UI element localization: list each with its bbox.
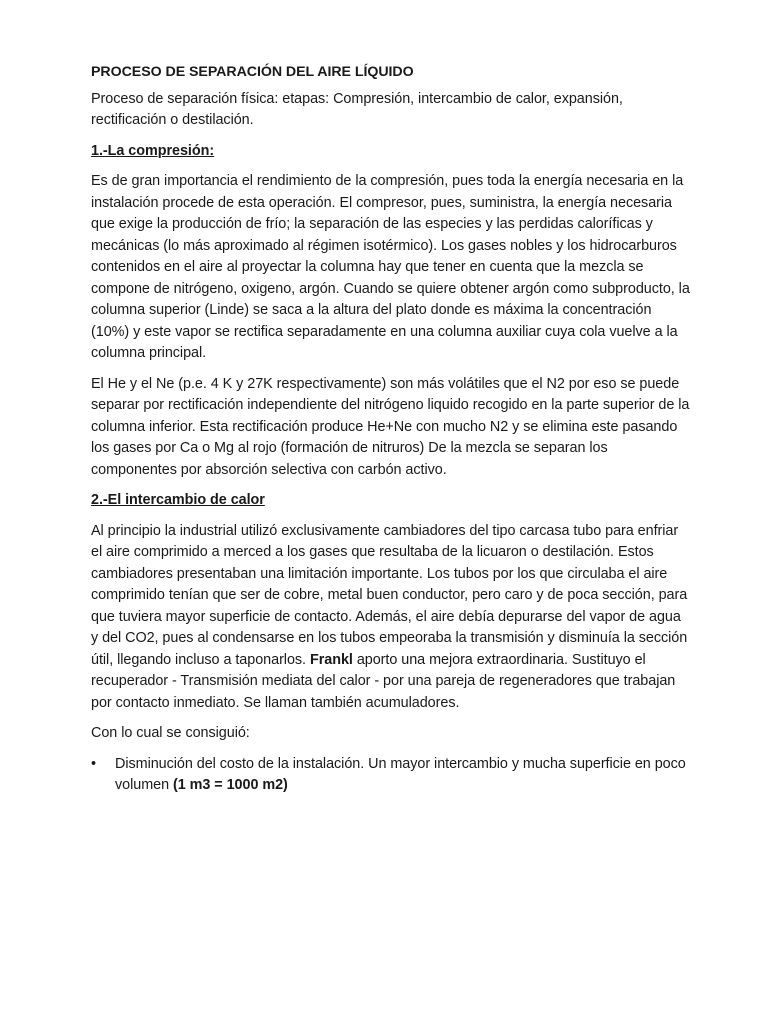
document-title: PROCESO DE SEPARACIÓN DEL AIRE LÍQUIDO [91, 64, 414, 80]
list-item [91, 754, 691, 797]
section-1-paragraph-1: Es de gran importancia el rendimiento de la compresión, pues toda la energía necesaria en la instalación procede de esta operación. El compresor, pues, suministra, la energía necesaria que exige la producción de frío; la separación de las especies y las perdidas caloríficas y mecánicas (lo más aproximado al régimen isotérmico). Los gases nobles y los hidrocarburos contenidos en el aire al proyectar la columna hay que tener en cuenta que la mezcla se compone de nitrógeno, oxigeno, argón. Cuando se quiere obtener argón como subproducto, la columna superior (Linde) se saca a la altura del plato donde es máxima la concentración (10%) y este vapor se rectifica separadamente en una columna auxiliar cuya cola vuelve a la columna principal. [91, 173, 690, 361]
bullet-list [91, 754, 691, 797]
list-item-text: Disminución del costo de la instalación. Un mayor intercambio y mucha superficie en poco volumen [115, 755, 686, 793]
bold-name: Frankl [309, 651, 353, 668]
document-page [91, 62, 691, 797]
paragraph-text: Al principio la industrial utilizó exclusivamente cambiadores del tipo carcasa tubo para enfriar el aire comprimido a merced a los gases que resultaba de la licuaron o destilación. Estos cambiadores presentaban una limitación importante. Los tubos por los que circulaba el aire comprimido tenían que ser de cobre, metal buen conductor, pero caro y de poca sección, para que tuviera mayor superficie de contacto. Además, el aire debía depurarse del vapor de agua y del CO2, pues al condensarse en los tubos empeoraba la transmisión y disminuía la sección útil, llegando incluso a taponarlos. [91, 522, 688, 668]
section-2-paragraph-2: Con lo cual se consiguió: [91, 725, 250, 741]
paragraph-text: aporto una mejora extraordinaria. Sustituyo el recuperador - Transmisión mediata del calor - por una pareja de regeneradores que trabajan por contacto inmediato. Se llaman también acumuladores. [91, 651, 676, 711]
intro-paragraph: Proceso de separación física: etapas: Compresión, intercambio de calor, expansión, rectificación o destilación. [91, 90, 623, 128]
bullet-icon: • [91, 755, 96, 772]
list-item-bold: (1 m3 = 1000 m2) [173, 777, 288, 793]
section-1-heading: 1.-La compresión: [91, 142, 215, 159]
section-2-heading: 2.-El intercambio de calor [91, 492, 265, 508]
section-1-paragraph-2: El He y el Ne (p.e. 4 K y 27K respectivamente) son más volátiles que el N2 por eso se puede separar por rectificación independiente del nitrógeno liquido recogido en la parte superior de la columna inferior. Esta rectificación produce He+Ne con mucho N2 y se elimina este pasando los gases por Ca o Mg al rojo (formación de nitruros) De la mezcla se separan los componentes por absorción selectiva con carbón activo. [91, 375, 690, 478]
section-2-paragraph-1 [91, 521, 691, 715]
